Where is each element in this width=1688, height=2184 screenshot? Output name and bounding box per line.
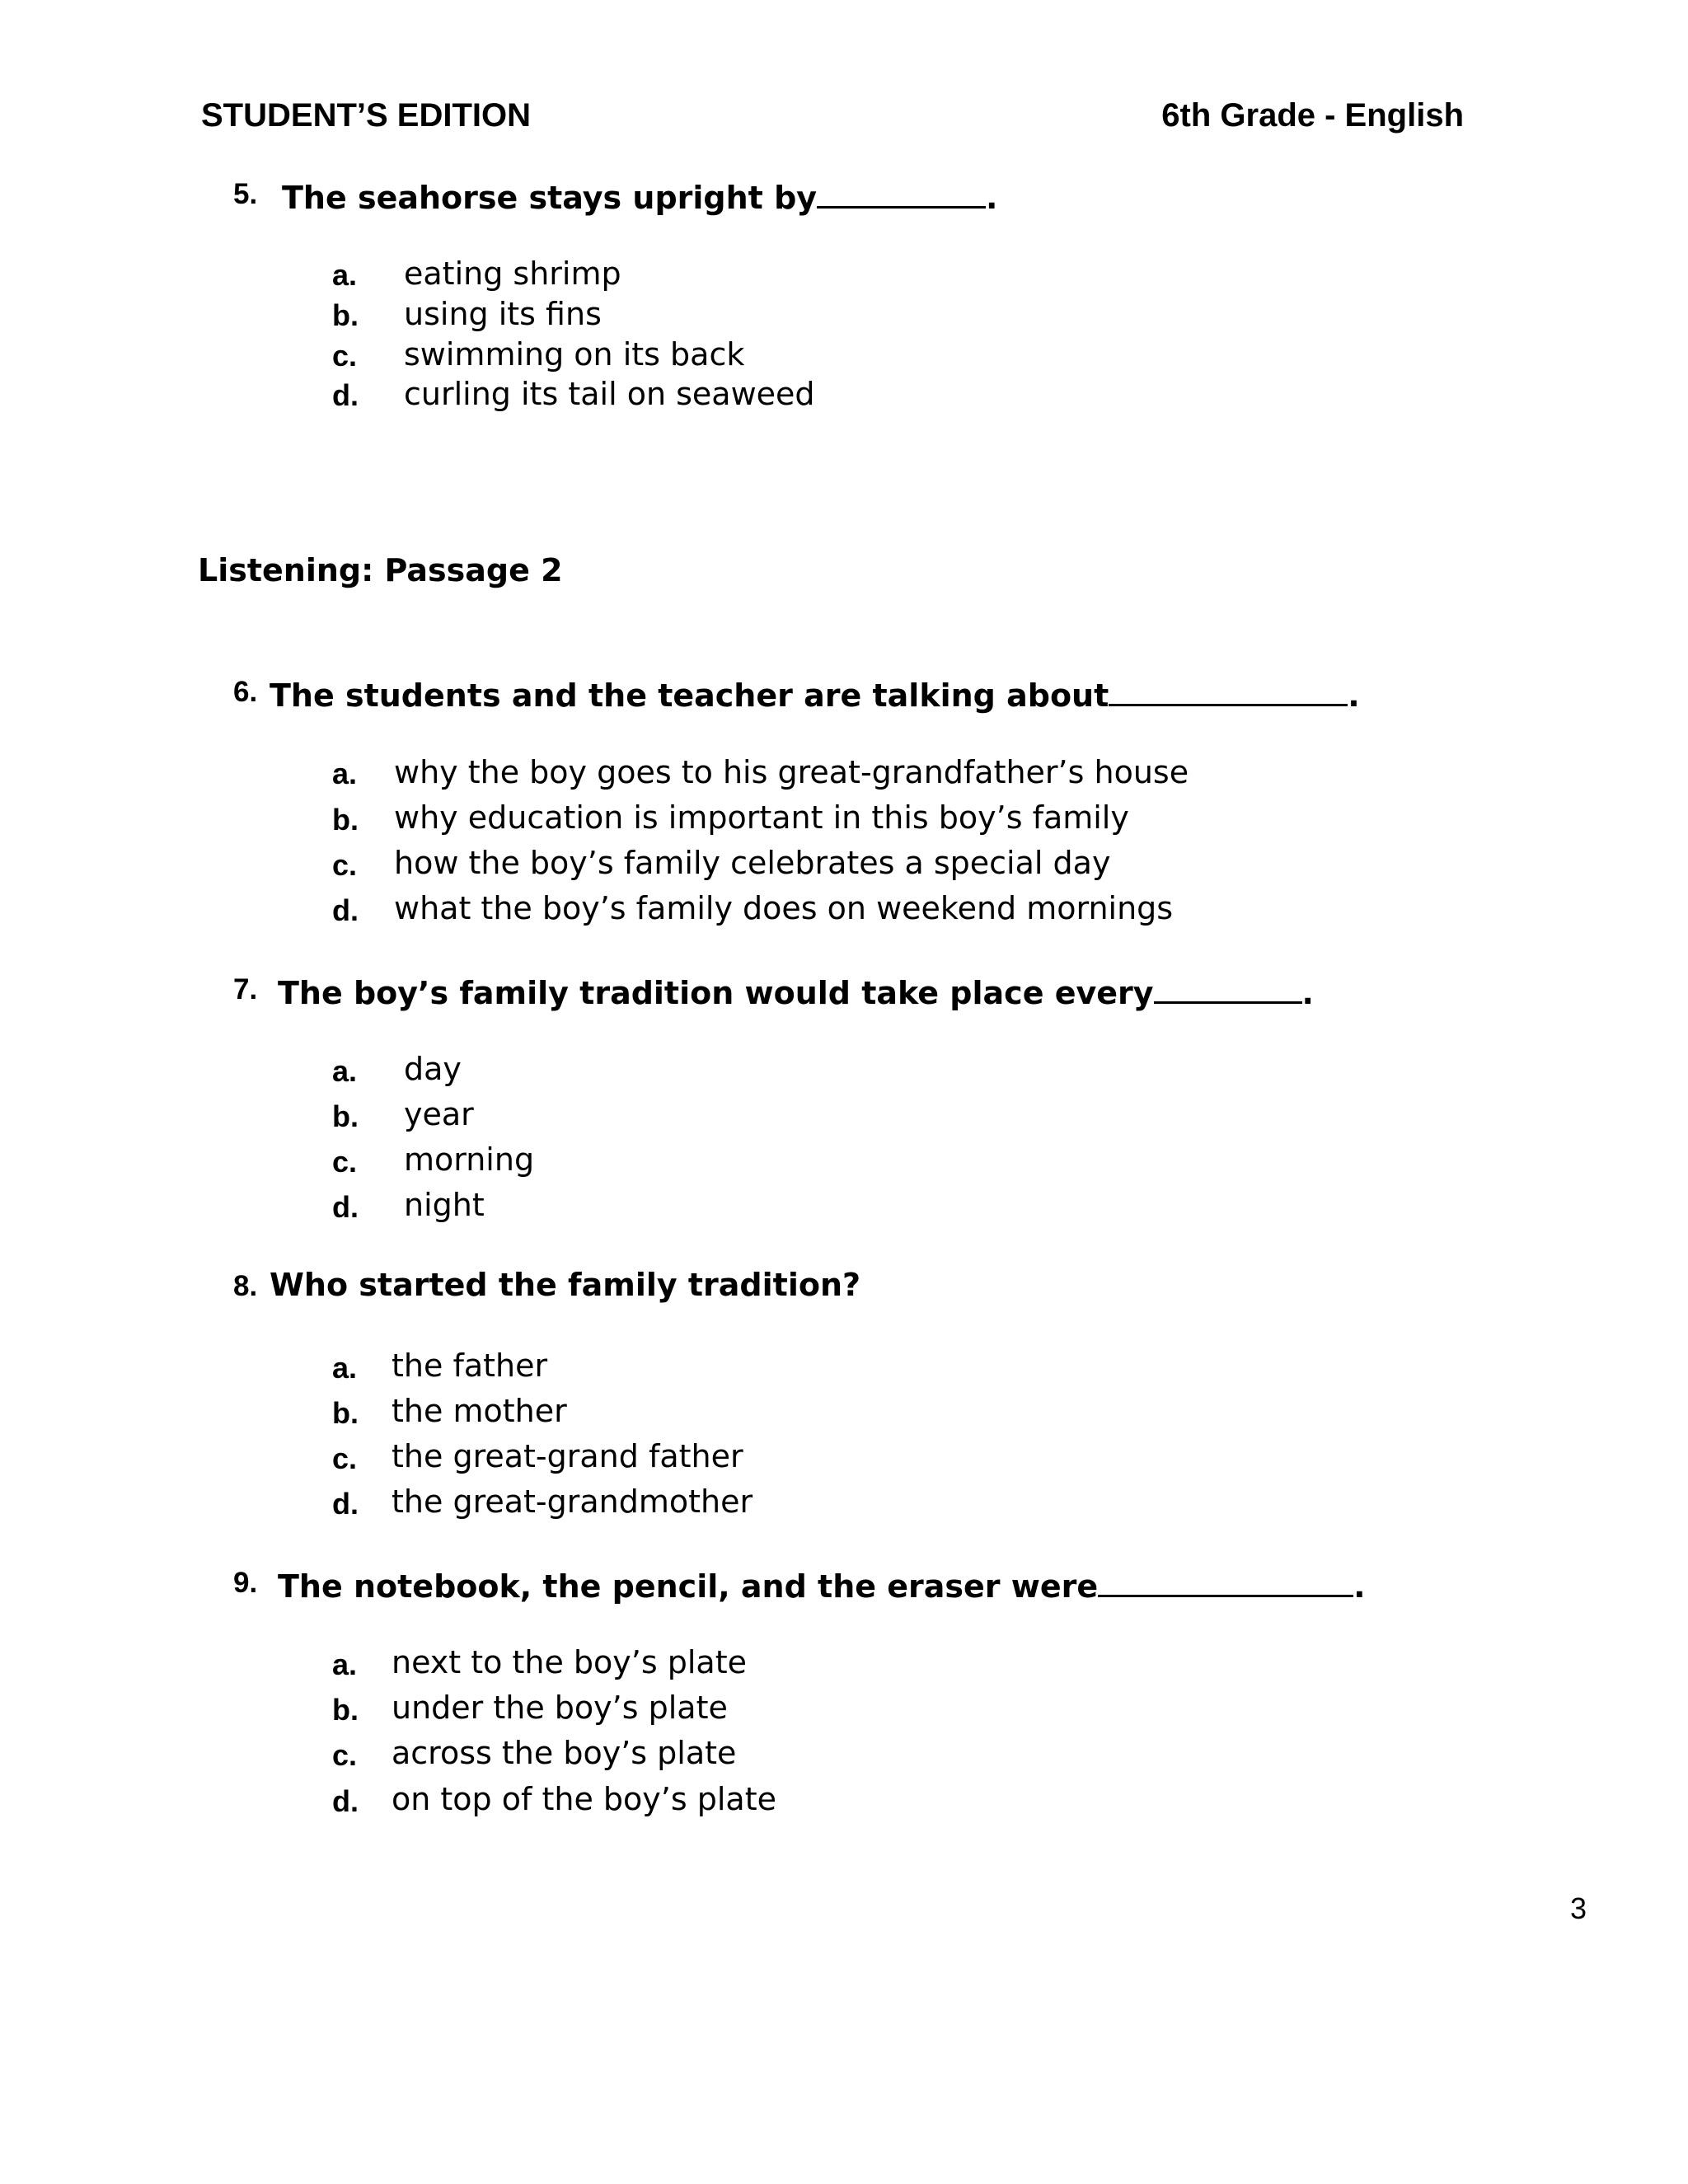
option-text: day: [404, 1051, 462, 1087]
header-grade: 6th Grade - English: [1161, 97, 1464, 134]
option-text: using its fins: [404, 296, 602, 332]
option-text: year: [404, 1096, 474, 1132]
option-text: what the boy’s family does on weekend mornings: [394, 890, 1174, 926]
option-text: night: [404, 1187, 485, 1223]
option-letter: d.: [332, 893, 359, 927]
section-title: Listening: Passage 2: [198, 552, 563, 588]
option-letter: d.: [332, 1487, 359, 1521]
option-text: on top of the boy’s plate: [392, 1781, 776, 1817]
option-letter: a.: [332, 258, 358, 292]
option-text: how the boy’s family celebrates a special day: [394, 845, 1111, 881]
header-edition: STUDENT’S EDITION: [201, 97, 532, 134]
option-text: the mother: [392, 1393, 567, 1429]
option-text: why the boy goes to his great-grandfather’s house: [394, 754, 1189, 790]
option-text: under the boy’s plate: [392, 1690, 728, 1726]
option-text: eating shrimp: [404, 255, 621, 292]
option-text: the great-grand father: [392, 1438, 743, 1474]
question-text: The students and the teacher are talking about .: [270, 673, 1360, 714]
option-text: the father: [392, 1347, 548, 1384]
page-number: 3: [1570, 1891, 1587, 1925]
question-number: 5.: [233, 178, 258, 210]
question-text: The boy’s family tradition would take place every .: [278, 970, 1314, 1011]
answer-blank: [817, 175, 986, 209]
option-letter: d.: [332, 378, 359, 412]
option-text: swimming on its back: [404, 336, 745, 373]
option-letter: c.: [332, 1145, 358, 1179]
option-letter: c.: [332, 339, 358, 373]
option-text: across the boy’s plate: [392, 1735, 737, 1771]
question-text: The seahorse stays upright by .: [282, 175, 997, 216]
option-text: the great-grandmother: [392, 1483, 753, 1520]
question-number: 9.: [233, 1567, 258, 1599]
option-text: curling its tail on seaweed: [404, 376, 815, 412]
option-letter: a.: [332, 1647, 358, 1681]
question-text: Who started the family tradition?: [270, 1267, 861, 1303]
question-number: 8.: [233, 1270, 258, 1302]
answer-blank: [1109, 673, 1348, 706]
option-letter: b.: [332, 298, 359, 332]
option-letter: c.: [332, 1738, 358, 1772]
question-number: 7.: [233, 973, 258, 1005]
option-text: next to the boy’s plate: [392, 1644, 747, 1680]
question-text: The notebook, the pencil, and the eraser were .: [278, 1563, 1366, 1605]
option-letter: b.: [332, 1099, 359, 1133]
option-text: why education is important in this boy’s family: [394, 799, 1129, 836]
option-letter: a.: [332, 757, 358, 790]
option-text: morning: [404, 1141, 535, 1178]
answer-blank: [1098, 1563, 1353, 1597]
option-letter: b.: [332, 1693, 359, 1727]
option-letter: a.: [332, 1054, 358, 1088]
option-letter: d.: [332, 1784, 359, 1818]
option-letter: c.: [332, 848, 358, 882]
option-letter: c.: [332, 1441, 358, 1475]
option-letter: d.: [332, 1190, 359, 1224]
option-letter: b.: [332, 1396, 359, 1430]
option-letter: a.: [332, 1351, 358, 1385]
option-letter: b.: [332, 803, 359, 837]
answer-blank: [1154, 970, 1302, 1004]
question-number: 6.: [233, 676, 258, 708]
